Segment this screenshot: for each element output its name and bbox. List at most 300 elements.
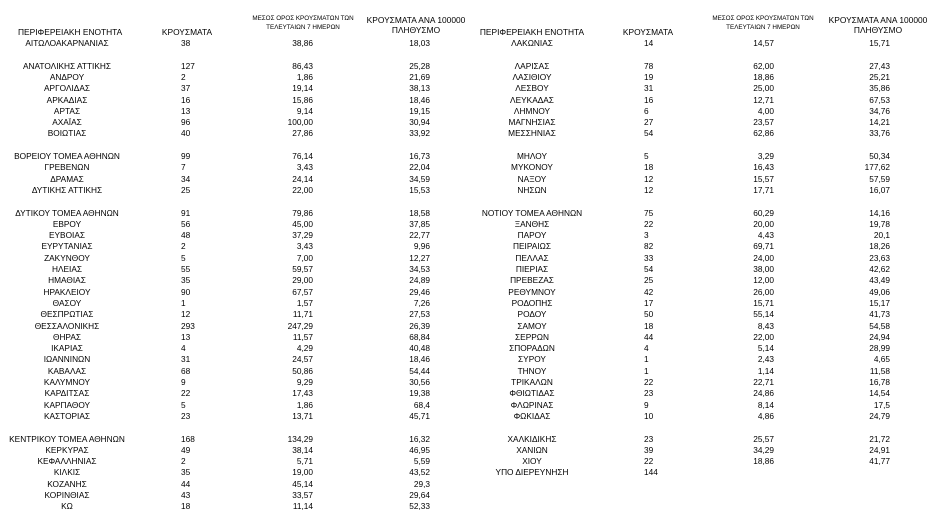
cases-cell: 99 (181, 151, 191, 161)
region-name-cell: ΜΥΚΟΝΟΥ (511, 162, 553, 173)
region-name-cell: ΔΥΤΙΚΟΥ ΤΟΜΕΑ ΑΘΗΝΩΝ (15, 207, 119, 218)
per100k-cell: 29,46 (409, 286, 430, 297)
per100k-cell: 26,39 (409, 320, 430, 331)
cases-cell: 4 (181, 343, 186, 354)
cases-cell: 44 (181, 478, 191, 489)
avg7-cell: 22,71 (753, 377, 774, 387)
region-name-cell: ΚΑΛΥΜΝΟΥ (43, 377, 91, 387)
table-row (0, 162, 933, 173)
region-name-cell: ΣΠΟΡΑΔΩΝ (509, 343, 555, 354)
per100k-cell: 24,91 (869, 444, 890, 455)
table-row (0, 332, 933, 343)
region-name-cell: ΑΝΑΤΟΛΙΚΗΣ ΑΤΤΙΚΗΣ (22, 60, 112, 71)
region-name-cell: ΕΒΡΟΥ (52, 218, 82, 229)
table-row (0, 490, 933, 501)
table-row (0, 230, 933, 241)
table-row (0, 196, 933, 207)
cases-cell: 16 (644, 94, 654, 105)
avg7-cell: 76,14 (292, 151, 313, 161)
avg7-cell: 25,57 (753, 433, 774, 444)
region-name-cell: ΥΠΟ ΔΙΕΡΕΥΝΗΣΗ (495, 467, 569, 478)
cases-cell: 22 (644, 218, 654, 229)
region-name-cell: ΠΕΙΡΑΙΩΣ (513, 241, 551, 252)
table-row (0, 422, 933, 433)
region-name-cell: ΡΟΔΟΠΗΣ (511, 297, 553, 308)
per100k-cell: 45,71 (409, 410, 430, 421)
per100k-cell: 24,79 (869, 410, 890, 421)
cases-cell: 43 (181, 490, 191, 500)
per100k-cell: 34,76 (869, 105, 890, 116)
avg7-cell: 23,57 (753, 117, 774, 128)
region-name-cell: ΒΟΡΕΙΟΥ ΤΟΜΕΑ ΑΘΗΝΩΝ (14, 151, 120, 161)
per100k-cell: 68,84 (409, 331, 430, 342)
avg7-cell: 62,00 (753, 60, 774, 71)
avg7-cell: 18,86 (753, 71, 774, 82)
avg7-cell: 60,29 (753, 207, 774, 218)
per100k-cell: 18,26 (869, 241, 890, 252)
region-name-cell: ΔΡΑΜΑΣ (50, 173, 84, 184)
table-row (0, 174, 933, 185)
region-name-cell: ΝΑΞΟΥ (517, 173, 547, 184)
table-row (0, 377, 933, 388)
cases-cell: 9 (181, 377, 186, 387)
region-name-cell: ΙΚΑΡΙΑΣ (51, 343, 83, 354)
avg7-cell: 24,86 (753, 388, 774, 399)
region-name-cell: ΓΡΕΒΕΝΩΝ (44, 162, 90, 173)
right-header-avg7-line2: ΤΕΛΕΥΤΑΙΩΝ 7 ΗΜΕΡΩΝ (726, 24, 800, 31)
region-name-cell: ΛΕΣΒΟΥ (515, 83, 549, 94)
avg7-cell: 24,00 (753, 252, 774, 263)
region-name-cell: ΝΗΣΩΝ (517, 184, 547, 195)
cases-cell: 50 (644, 309, 654, 320)
region-name-cell: ΚΩ (61, 501, 73, 512)
per100k-cell: 37,85 (409, 218, 430, 229)
per100k-cell: 42,62 (869, 264, 890, 274)
cases-cell: 56 (181, 218, 191, 229)
avg7-cell: 59,57 (292, 264, 313, 274)
table-row (0, 185, 933, 196)
cases-cell: 127 (181, 60, 195, 71)
per100k-cell: 18,46 (409, 354, 430, 365)
per100k-cell: 4,65 (873, 354, 890, 365)
avg7-cell: 8,43 (757, 320, 774, 331)
avg7-cell: 14,57 (753, 38, 774, 48)
cases-cell: 18 (644, 320, 654, 331)
left-header-avg7-line2: ΤΕΛΕΥΤΑΙΩΝ 7 ΗΜΕΡΩΝ (266, 24, 340, 31)
cases-cell: 7 (181, 162, 186, 173)
per100k-cell: 67,53 (869, 94, 890, 105)
per100k-cell: 41,73 (869, 309, 890, 320)
table-row (0, 388, 933, 399)
table-row (0, 128, 933, 139)
per100k-cell: 24,94 (869, 331, 890, 342)
left-header-avg7-line1: ΜΕΣΟΣ ΟΡΟΣ ΚΡΟΥΣΜΑΤΩΝ ΤΩΝ (252, 15, 354, 22)
region-name-cell: ΣΑΜΟΥ (517, 320, 547, 331)
avg7-cell: 38,86 (292, 38, 313, 48)
avg7-cell: 4,29 (296, 343, 313, 354)
cases-cell: 25 (181, 184, 191, 195)
per100k-cell: 25,28 (409, 60, 430, 71)
region-name-cell: ΑΡΓΟΛΙΔΑΣ (44, 83, 90, 94)
region-name-cell: ΒΟΙΩΤΙΑΣ (47, 128, 87, 139)
region-name-cell: ΑΙΤΩΛΟΑΚΑΡΝΑΝΙΑΣ (25, 38, 109, 48)
region-name-cell: ΝΟΤΙΟΥ ΤΟΜΕΑ ΑΘΗΝΩΝ (481, 207, 583, 218)
table-row (0, 140, 933, 151)
region-name-cell: ΙΩΑΝΝΙΝΩΝ (43, 354, 91, 365)
cases-cell: 22 (644, 377, 654, 387)
cases-cell: 54 (644, 264, 654, 274)
per100k-cell: 22,04 (409, 162, 430, 173)
per100k-cell: 43,52 (409, 467, 430, 478)
region-name-cell: ΕΥΒΟΙΑΣ (48, 230, 86, 241)
table-row (0, 264, 933, 275)
avg7-cell: 5,14 (757, 343, 774, 354)
region-name-cell: ΘΕΣΠΡΩΤΙΑΣ (40, 309, 94, 320)
avg7-cell: 45,14 (292, 478, 313, 489)
per100k-cell: 19,15 (409, 105, 430, 116)
table-row (0, 275, 933, 286)
cases-cell: 68 (181, 365, 191, 376)
per100k-cell: 28,99 (869, 343, 890, 354)
cases-cell: 1 (644, 365, 649, 376)
cases-cell: 35 (181, 275, 191, 286)
avg7-cell: 24,14 (292, 173, 313, 184)
region-name-cell: ΚΙΛΚΙΣ (53, 467, 81, 478)
cases-cell: 82 (644, 241, 654, 252)
per100k-cell: 43,49 (869, 275, 890, 286)
table-row (0, 456, 933, 467)
cases-cell: 18 (644, 162, 654, 173)
avg7-cell: 11,57 (292, 331, 313, 342)
avg7-cell: 12,71 (753, 94, 774, 105)
region-name-cell: ΣΥΡΟΥ (518, 354, 546, 365)
per100k-cell: 19,78 (869, 218, 890, 229)
region-name-cell: ΜΑΓΝΗΣΙΑΣ (508, 117, 556, 128)
per100k-cell: 54,44 (409, 365, 430, 376)
region-name-cell: ΚΟΡΙΝΘΙΑΣ (44, 490, 90, 500)
region-name-cell: ΚΑΡΠΑΘΟΥ (43, 399, 91, 410)
cases-cell: 5 (181, 252, 186, 263)
avg7-cell: 27,86 (292, 128, 313, 139)
avg7-cell: 2,43 (757, 354, 774, 365)
region-name-cell: ΛΑΣΙΘΙΟΥ (512, 71, 552, 82)
table-row (0, 49, 933, 60)
region-name-cell: ΠΕΛΛΑΣ (515, 252, 549, 263)
cases-cell: 54 (644, 128, 654, 139)
per100k-cell: 15,17 (869, 297, 890, 308)
region-name-cell: ΗΛΕΙΑΣ (51, 264, 83, 274)
per100k-cell: 35,86 (869, 83, 890, 94)
avg7-cell: 67,57 (292, 286, 313, 297)
region-name-cell: ΦΛΩΡΙΝΑΣ (510, 399, 554, 410)
table-row (0, 95, 933, 106)
region-name-cell: ΚΕΦΑΛΛΗΝΙΑΣ (37, 456, 97, 467)
region-name-cell: ΤΗΝΟΥ (517, 365, 547, 376)
region-name-cell: ΛΑΚΩΝΙΑΣ (511, 38, 553, 48)
cases-cell: 48 (181, 230, 191, 241)
per100k-cell: 29,3 (413, 478, 430, 489)
table-row (0, 400, 933, 411)
region-name-cell: ΑΧΑΪΑΣ (52, 117, 82, 128)
cases-cell: 31 (644, 83, 654, 94)
per100k-cell: 14,16 (869, 207, 890, 218)
table-row (0, 309, 933, 320)
per100k-cell: 30,56 (409, 377, 430, 387)
table-row (0, 411, 933, 422)
cases-cell: 19 (644, 71, 654, 82)
cases-cell: 91 (181, 207, 191, 218)
per100k-cell: 40,48 (409, 343, 430, 354)
right-header-per100k-line2: ΠΛΗΘΥΣΜΟ (853, 25, 903, 35)
table-row (0, 343, 933, 354)
cases-cell: 2 (181, 456, 186, 467)
avg7-cell: 15,86 (292, 94, 313, 105)
per100k-cell: 27,43 (869, 60, 890, 71)
cases-cell: 38 (181, 38, 191, 48)
per100k-cell: 68,4 (413, 399, 430, 410)
region-name-cell: ΗΜΑΘΙΑΣ (48, 275, 86, 286)
avg7-cell: 34,29 (753, 444, 774, 455)
per100k-cell: 57,59 (869, 173, 890, 184)
per100k-cell: 18,03 (409, 38, 430, 48)
avg7-cell: 5,71 (296, 456, 313, 467)
table-row (0, 241, 933, 252)
region-name-cell: ΑΡΤΑΣ (53, 105, 81, 116)
per100k-cell: 16,73 (409, 151, 430, 161)
cases-cell: 4 (644, 343, 649, 354)
table-row (0, 72, 933, 83)
region-name-cell: ΜΗΛΟΥ (517, 151, 547, 161)
per100k-cell: 7,26 (413, 297, 430, 308)
table-row (0, 479, 933, 490)
avg7-cell: 79,86 (292, 207, 313, 218)
cases-cell: 96 (181, 117, 191, 128)
per100k-cell: 34,59 (409, 173, 430, 184)
right-header-region: ΠΕΡΙΦΕΡΕΙΑΚΗ ΕΝΟΤΗΤΑ (479, 27, 585, 37)
cases-cell: 23 (644, 388, 654, 399)
cases-cell: 22 (181, 388, 191, 399)
cases-cell: 3 (644, 230, 649, 241)
per100k-cell: 14,54 (869, 388, 890, 399)
per100k-cell: 30,94 (409, 117, 430, 128)
region-name-cell: ΚΕΡΚΥΡΑΣ (45, 444, 89, 455)
table-row (0, 61, 933, 72)
cases-cell: 6 (644, 105, 649, 116)
avg7-cell: 22,00 (753, 331, 774, 342)
avg7-cell: 9,29 (296, 377, 313, 387)
per100k-cell: 52,33 (409, 501, 430, 512)
cases-cell: 27 (644, 117, 654, 128)
region-name-cell: ΠΙΕΡΙΑΣ (515, 264, 549, 274)
cases-cell: 17 (644, 297, 654, 308)
cases-cell: 144 (644, 467, 658, 478)
table-row (0, 208, 933, 219)
left-header-cases: ΚΡΟΥΣΜΑΤΑ (161, 27, 213, 37)
cases-cell: 2 (181, 71, 186, 82)
region-name-cell: ΚΑΒΑΛΑΣ (47, 365, 87, 376)
avg7-cell: 24,57 (292, 354, 313, 365)
per100k-cell: 12,27 (409, 252, 430, 263)
avg7-cell: 3,43 (296, 241, 313, 252)
region-name-cell: ΡΟΔΟΥ (517, 309, 547, 320)
per100k-cell: 16,07 (869, 184, 890, 195)
region-name-cell: ΘΑΣΟΥ (52, 297, 82, 308)
cases-cell: 40 (181, 128, 191, 139)
region-name-cell: ΚΕΝΤΡΙΚΟΥ ΤΟΜΕΑ ΑΘΗΝΩΝ (9, 433, 125, 444)
table-row (0, 38, 933, 49)
left-header-per100k-line2: ΠΛΗΘΥΣΜΟ (391, 25, 441, 35)
per100k-cell: 21,72 (869, 433, 890, 444)
cases-cell: 14 (644, 38, 654, 48)
avg7-cell: 19,00 (292, 467, 313, 478)
cases-cell: 18 (181, 501, 191, 512)
region-name-cell: ΦΘΙΩΤΙΔΑΣ (509, 388, 555, 399)
cases-cell: 90 (181, 286, 191, 297)
per100k-cell: 33,92 (409, 128, 430, 139)
per100k-cell: 18,58 (409, 207, 430, 218)
avg7-cell: 8,14 (757, 399, 774, 410)
avg7-cell: 25,00 (753, 83, 774, 94)
cases-cell: 13 (181, 105, 191, 116)
region-name-cell: ΛΑΡΙΣΑΣ (514, 60, 550, 71)
avg7-cell: 50,86 (292, 365, 313, 376)
region-name-cell: ΠΡΕΒΕΖΑΣ (510, 275, 554, 286)
region-name-cell: ΧΑΛΚΙΔΙΚΗΣ (507, 433, 557, 444)
cases-cell: 12 (644, 173, 654, 184)
table-row (0, 501, 933, 512)
avg7-cell: 45,00 (292, 218, 313, 229)
region-name-cell: ΑΝΔΡΟΥ (49, 71, 85, 82)
avg7-cell: 26,00 (753, 286, 774, 297)
avg7-cell: 17,43 (292, 388, 313, 399)
cases-cell: 5 (181, 399, 186, 410)
avg7-cell: 1,86 (296, 399, 313, 410)
table-row (0, 354, 933, 365)
avg7-cell: 13,71 (292, 410, 313, 421)
per100k-cell: 21,69 (409, 71, 430, 82)
table-row (0, 366, 933, 377)
region-name-cell: ΠΑΡΟΥ (517, 230, 547, 241)
cases-cell: 42 (644, 286, 654, 297)
avg7-cell: 29,00 (292, 275, 313, 286)
per100k-cell: 29,64 (409, 490, 430, 500)
avg7-cell: 15,71 (753, 297, 774, 308)
avg7-cell: 4,00 (757, 105, 774, 116)
per100k-cell: 49,06 (869, 286, 890, 297)
avg7-cell: 15,57 (753, 173, 774, 184)
avg7-cell: 22,00 (292, 184, 313, 195)
region-name-cell: ΣΕΡΡΩΝ (515, 331, 549, 342)
left-header-region: ΠΕΡΙΦΕΡΕΙΑΚΗ ΕΝΟΤΗΤΑ (18, 27, 123, 37)
avg7-cell: 1,57 (296, 297, 313, 308)
per100k-cell: 16,32 (409, 433, 430, 444)
avg7-cell: 4,86 (757, 410, 774, 421)
per100k-cell: 27,53 (409, 309, 430, 320)
avg7-cell: 1,14 (757, 365, 774, 376)
avg7-cell: 1,86 (296, 71, 313, 82)
avg7-cell: 9,14 (296, 105, 313, 116)
cases-cell: 31 (181, 354, 191, 365)
table-row (0, 106, 933, 117)
avg7-cell: 100,00 (287, 117, 313, 128)
per100k-cell: 20,1 (873, 230, 890, 241)
table-row (0, 151, 933, 162)
per100k-cell: 5,59 (413, 456, 430, 467)
cases-cell: 2 (181, 241, 186, 252)
table-row (0, 298, 933, 309)
cases-cell: 37 (181, 83, 191, 94)
region-name-cell: ΜΕΣΣΗΝΙΑΣ (508, 128, 556, 139)
region-name-cell: ΚΟΖΑΝΗΣ (47, 478, 87, 489)
cases-cell: 168 (181, 433, 195, 444)
per100k-cell: 16,78 (869, 377, 890, 387)
per100k-cell: 38,13 (409, 83, 430, 94)
cases-cell: 22 (644, 456, 654, 467)
region-name-cell: ΦΩΚΙΔΑΣ (513, 410, 551, 421)
region-name-cell: ΘΕΣΣΑΛΟΝΙΚΗΣ (34, 320, 100, 331)
per100k-cell: 22,77 (409, 230, 430, 241)
per100k-cell: 24,89 (409, 275, 430, 286)
cases-cell: 12 (644, 184, 654, 195)
per100k-cell: 41,77 (869, 456, 890, 467)
avg7-cell: 20,00 (753, 218, 774, 229)
cases-cell: 33 (644, 252, 654, 263)
region-name-cell: ΤΡΙΚΑΛΩΝ (511, 377, 553, 387)
per100k-cell: 33,76 (869, 128, 890, 139)
avg7-cell: 86,43 (292, 60, 313, 71)
per100k-cell: 46,95 (409, 444, 430, 455)
table-row (0, 117, 933, 128)
avg7-cell: 19,14 (292, 83, 313, 94)
region-name-cell: ΞΑΝΘΗΣ (514, 218, 550, 229)
avg7-cell: 55,14 (753, 309, 774, 320)
per100k-cell: 17,5 (873, 399, 890, 410)
cases-cell: 1 (181, 297, 186, 308)
per100k-cell: 19,38 (409, 388, 430, 399)
cases-cell: 49 (181, 444, 191, 455)
left-header-per100k-line1: ΚΡΟΥΣΜΑΤΑ ΑΝΑ 100000 (366, 15, 466, 25)
avg7-cell: 69,71 (753, 241, 774, 252)
avg7-cell: 11,71 (292, 309, 313, 320)
avg7-cell: 16,43 (753, 162, 774, 173)
avg7-cell: 38,00 (753, 264, 774, 274)
region-name-cell: ΚΑΡΔΙΤΣΑΣ (44, 388, 90, 399)
avg7-cell: 247,29 (287, 320, 313, 331)
cases-cell: 44 (644, 331, 654, 342)
avg7-cell: 3,29 (757, 151, 774, 161)
per100k-cell: 14,21 (869, 117, 890, 128)
per100k-cell: 50,34 (869, 151, 890, 161)
cases-cell: 75 (644, 207, 654, 218)
avg7-cell: 11,14 (292, 501, 313, 512)
region-name-cell: ΔΥΤΙΚΗΣ ΑΤΤΙΚΗΣ (31, 184, 103, 195)
cases-cell: 5 (644, 151, 649, 161)
cases-cell: 55 (181, 264, 191, 274)
cases-cell: 39 (644, 444, 654, 455)
per100k-cell: 177,62 (864, 162, 890, 173)
avg7-cell: 38,14 (292, 444, 313, 455)
table-row (0, 321, 933, 332)
avg7-cell: 3,43 (296, 162, 313, 173)
avg7-cell: 17,71 (753, 184, 774, 195)
region-name-cell: ΚΑΣΤΟΡΙΑΣ (43, 410, 91, 421)
region-name-cell: ΛΗΜΝΟΥ (513, 105, 551, 116)
region-name-cell: ΑΡΚΑΔΙΑΣ (46, 94, 88, 105)
table-row (0, 219, 933, 230)
avg7-cell: 62,86 (753, 128, 774, 139)
per100k-cell: 9,96 (413, 241, 430, 252)
table-row (0, 253, 933, 264)
